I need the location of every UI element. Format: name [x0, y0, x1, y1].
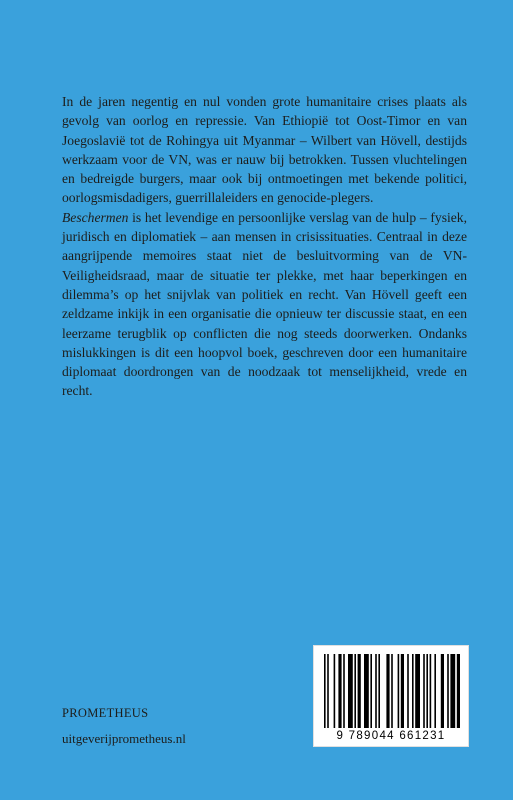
barcode-bar: [386, 654, 389, 728]
barcode-bar: [324, 654, 326, 728]
barcode-bar: [457, 654, 460, 728]
barcode-bar: [412, 654, 414, 728]
publisher-logo: PROMETHEUS: [62, 706, 149, 720]
barcode-bar: [426, 654, 428, 728]
barcode-bar: [447, 654, 449, 728]
barcode-bar: [430, 654, 432, 728]
barcode-bar: [375, 654, 377, 728]
barcode-bar: [338, 654, 341, 728]
blurb-paragraph-1: In de jaren negentig en nul vonden grote humanitaire crises plaats als gevolg van oorlog en repressie. Van Ethiopië tot Oost-Timor en van Joegoslavië tot de Rohingya uit Myanmar – Wilbert van Hövell, destijds werkzaam voor de VN, was er nauw bij betrokken. Tussen vluchtelingen en bedreigde burgers, maar ook bij ontmoetingen met bekende politici, oorlogsmisdadigers, guerrillaleiders en genocide-plegers.: [62, 94, 467, 206]
barcode-bar: [441, 654, 444, 728]
blurb-paragraph-2: [62, 208, 467, 401]
isbn-number: 9 789044 661231: [336, 730, 446, 742]
barcode-bars: [322, 654, 460, 728]
barcode-bar: [415, 654, 420, 728]
barcode-bar: [378, 654, 380, 728]
barcode-bar: [423, 654, 425, 728]
barcode-bar: [348, 654, 353, 728]
barcode-bar: [334, 654, 336, 728]
publisher-block: [62, 706, 186, 747]
back-cover-blurb: [62, 92, 467, 401]
barcode-bar: [370, 654, 372, 728]
barcode-bar: [358, 654, 361, 728]
publisher-website: uitgeverijprometheus.nl: [62, 731, 186, 746]
barcode-bar: [364, 654, 369, 728]
barcode-bar: [434, 654, 436, 728]
barcode-bar: [354, 654, 356, 728]
barcode-bar: [401, 654, 404, 728]
barcode-bar: [343, 654, 345, 728]
isbn-barcode: [313, 645, 469, 747]
barcode-bar: [391, 654, 393, 728]
blurb-paragraph-2-text: is het levendige en persoonlijke verslag van de hulp – fysiek, juridisch en diplomatiek – aan mensen in crisissituaties. Centraal in deze aangrijpende memoires staat niet de besluitvorming van de VN-Veiligheidsraad, maar de situatie ter plekke, met haar beperkingen en dilemma’s op het snijvlak van politiek en recht. Van Hövell geeft een zeldzame inkijk in een organisatie die opnieuw ter discussie staat, en een leerzame terugblik op conflicten die nog steeds doorwerken. Ondanks mislukkingen is dit een hoopvol boek, geschreven door een humanitaire diplomaat doordrongen van de noodzaak tot menselijkheid, vrede en recht.: [62, 209, 467, 399]
barcode-bar: [407, 654, 409, 728]
barcode-bar: [398, 654, 400, 728]
barcode-bar: [327, 654, 329, 728]
barcode-bar: [450, 654, 455, 728]
book-title-italic: Beschermen: [62, 209, 129, 225]
